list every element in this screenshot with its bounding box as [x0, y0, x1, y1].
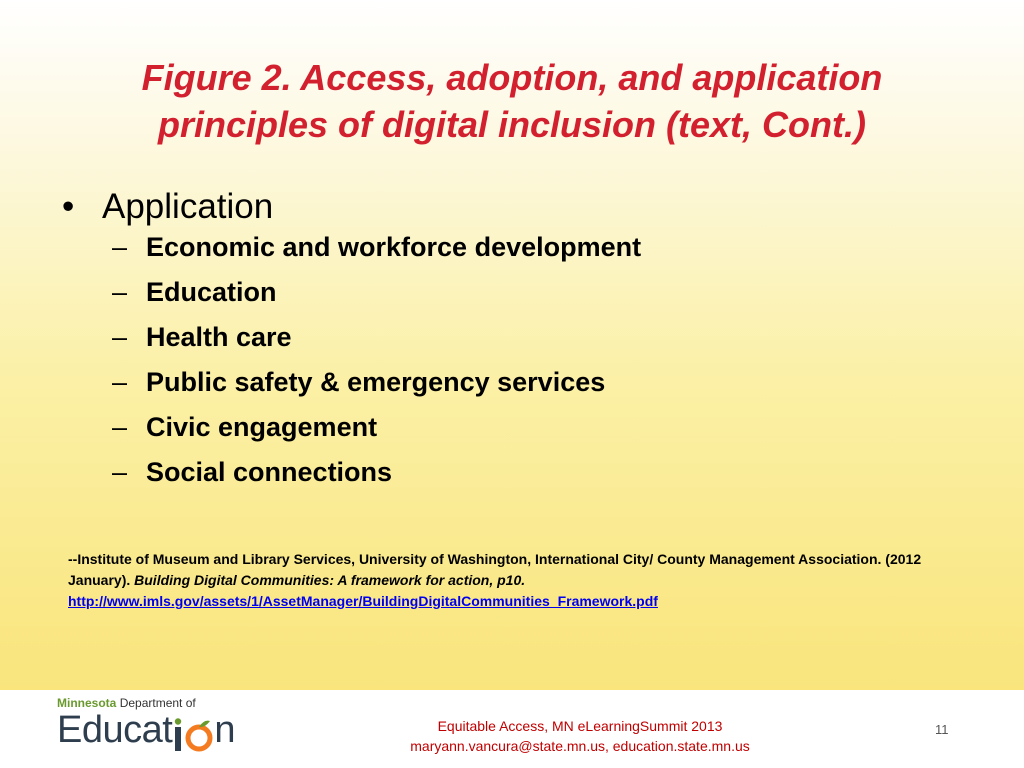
bullet-dot: •: [62, 187, 75, 226]
mde-logo: [57, 696, 235, 752]
sub-bullet-item: – Education: [112, 277, 277, 307]
sub-bullet-label: Economic and workforce development: [146, 232, 642, 262]
logo-department: Department of: [119, 696, 196, 710]
sub-bullet-label: Civic engagement: [146, 412, 378, 442]
sub-bullet-item: – Social connections: [112, 457, 393, 487]
sub-bullet-label: Education: [146, 277, 277, 307]
bullet-label: Application: [102, 187, 274, 226]
citation-link[interactable]: http://www.imls.gov/assets/1/AssetManager/BuildingDigitalCommunities_Framework.pdf: [68, 593, 658, 609]
sub-bullet-item: – Civic engagement: [112, 412, 378, 442]
logo-wordmark: Educat n: [57, 709, 235, 751]
footer-event-line: Equitable Access, MN eLearningSummit 2013: [437, 718, 723, 734]
footer-contact-line: maryann.vancura@state.mn.us, education.state.mn.us: [410, 738, 750, 754]
sub-bullet-item: – Economic and workforce development: [112, 232, 642, 262]
footer-credit: [330, 716, 830, 756]
sub-bullet-item: – Public safety & emergency services: [112, 367, 606, 397]
sub-bullet-item: – Health care: [112, 322, 292, 352]
sub-bullet-list: [60, 232, 960, 502]
bullet-list: [60, 187, 960, 502]
slide-footer: [0, 690, 1024, 768]
slide-title: Figure 2. Access, adoption, and application principles of digital inclusion (text, Cont.): [141, 57, 883, 145]
bullet-application: [60, 187, 960, 232]
sub-bullet-label: Public safety & emergency services: [146, 367, 606, 397]
sub-bullet-label: Health care: [146, 322, 292, 352]
logo-state-name: Minnesota: [57, 696, 117, 710]
citation-authors: --Institute of Museum and Library Services, University of Washington, International City/ County Management Association. (2012 January).: [68, 551, 922, 588]
sub-bullet-label: Social connections: [146, 457, 393, 487]
citation: [68, 549, 968, 612]
citation-work-title: Building Digital Communities: A framework for action, p10.: [134, 572, 526, 588]
page-number: 11: [935, 722, 949, 737]
apple-icon: [173, 718, 213, 752]
